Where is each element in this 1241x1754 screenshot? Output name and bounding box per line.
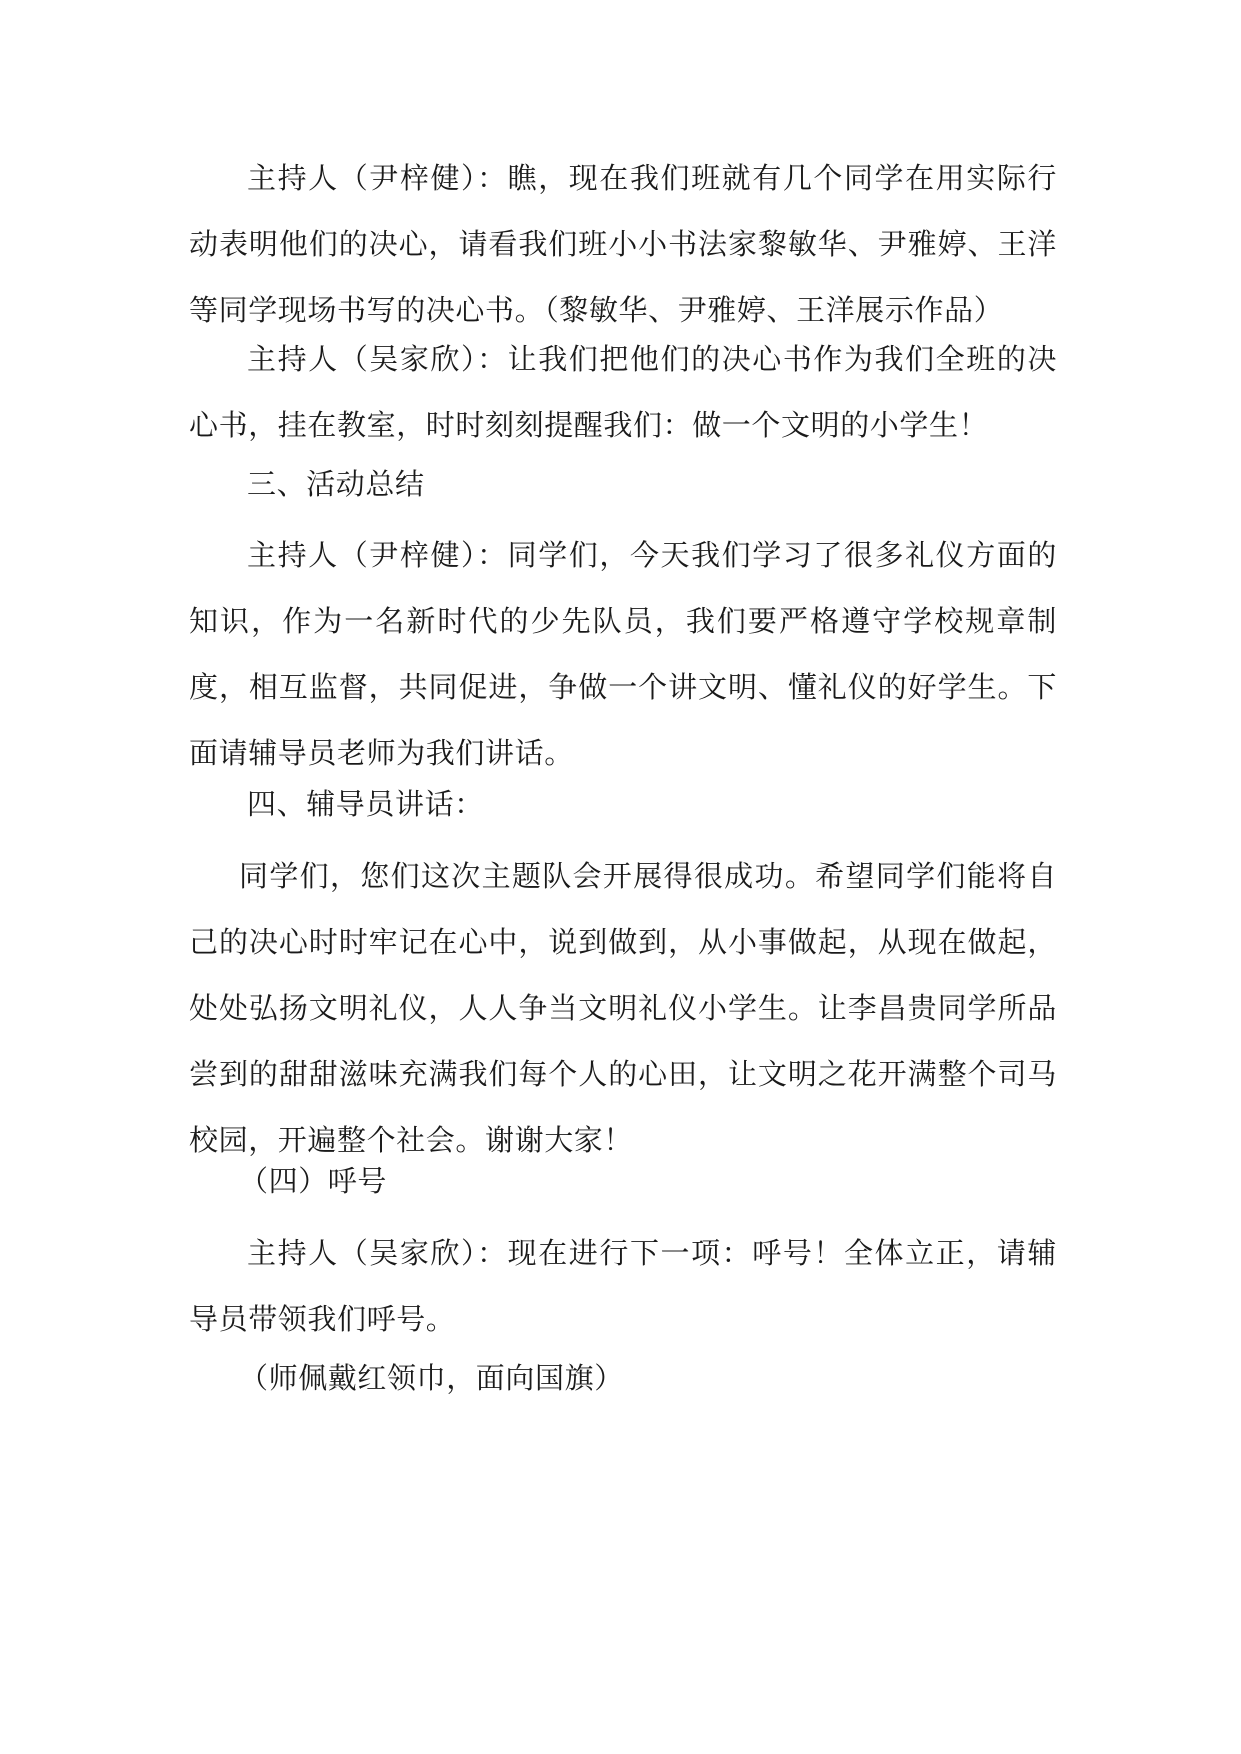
heading-slogan: （四）呼号 — [239, 1164, 388, 1198]
paragraph-counselor-speech: 同学们，您们这次主题队会开展得很成功。希望同学们能将自己的决心时时牢记在心中，说到做到，从小事做起，从现在做起，处处弘扬文明礼仪，人人争当文明礼仪小学生。让李昌贵同学所品尝到的甜甜滋味充满我们每个人的心田，让文明之花开满整个司马校园，开遍整个社会。谢谢大家！ — [189, 859, 1057, 1157]
paragraph-host-yin-calligraphy: 主持人（尹梓健）：瞧，现在我们班就有几个同学在用实际行动表明他们的决心，请看我们班小小书法家黎敏华、尹雅婷、王洋等同学现场书写的决心书。（黎敏华、尹雅婷、王洋展示作品） — [189, 161, 1057, 327]
paragraph-stage-direction: （师佩戴红领巾，面向国旗） — [239, 1361, 624, 1395]
paragraph-host-wu-slogan: 主持人（吴家欣）：现在进行下一项：呼号！全体立正，请辅导员带领我们呼号。 — [189, 1236, 1057, 1336]
paragraph-host-yin-summary: 主持人（尹梓健）：同学们，今天我们学习了很多礼仪方面的知识，作为一名新时代的少先队员，我们要严格遵守学校规章制度，相互监督，共同促进，争做一个讲文明、懂礼仪的好学生。下面请辅导员老师为我们讲话。 — [189, 538, 1057, 770]
paragraph-host-wu-pledge: 主持人（吴家欣）：让我们把他们的决心书作为我们全班的决心书，挂在教室，时时刻刻提醒我们：做一个文明的小学生！ — [189, 342, 1057, 442]
heading-activity-summary: 三、活动总结 — [247, 467, 425, 501]
heading-counselor-speech: 四、辅导员讲话： — [247, 787, 484, 821]
